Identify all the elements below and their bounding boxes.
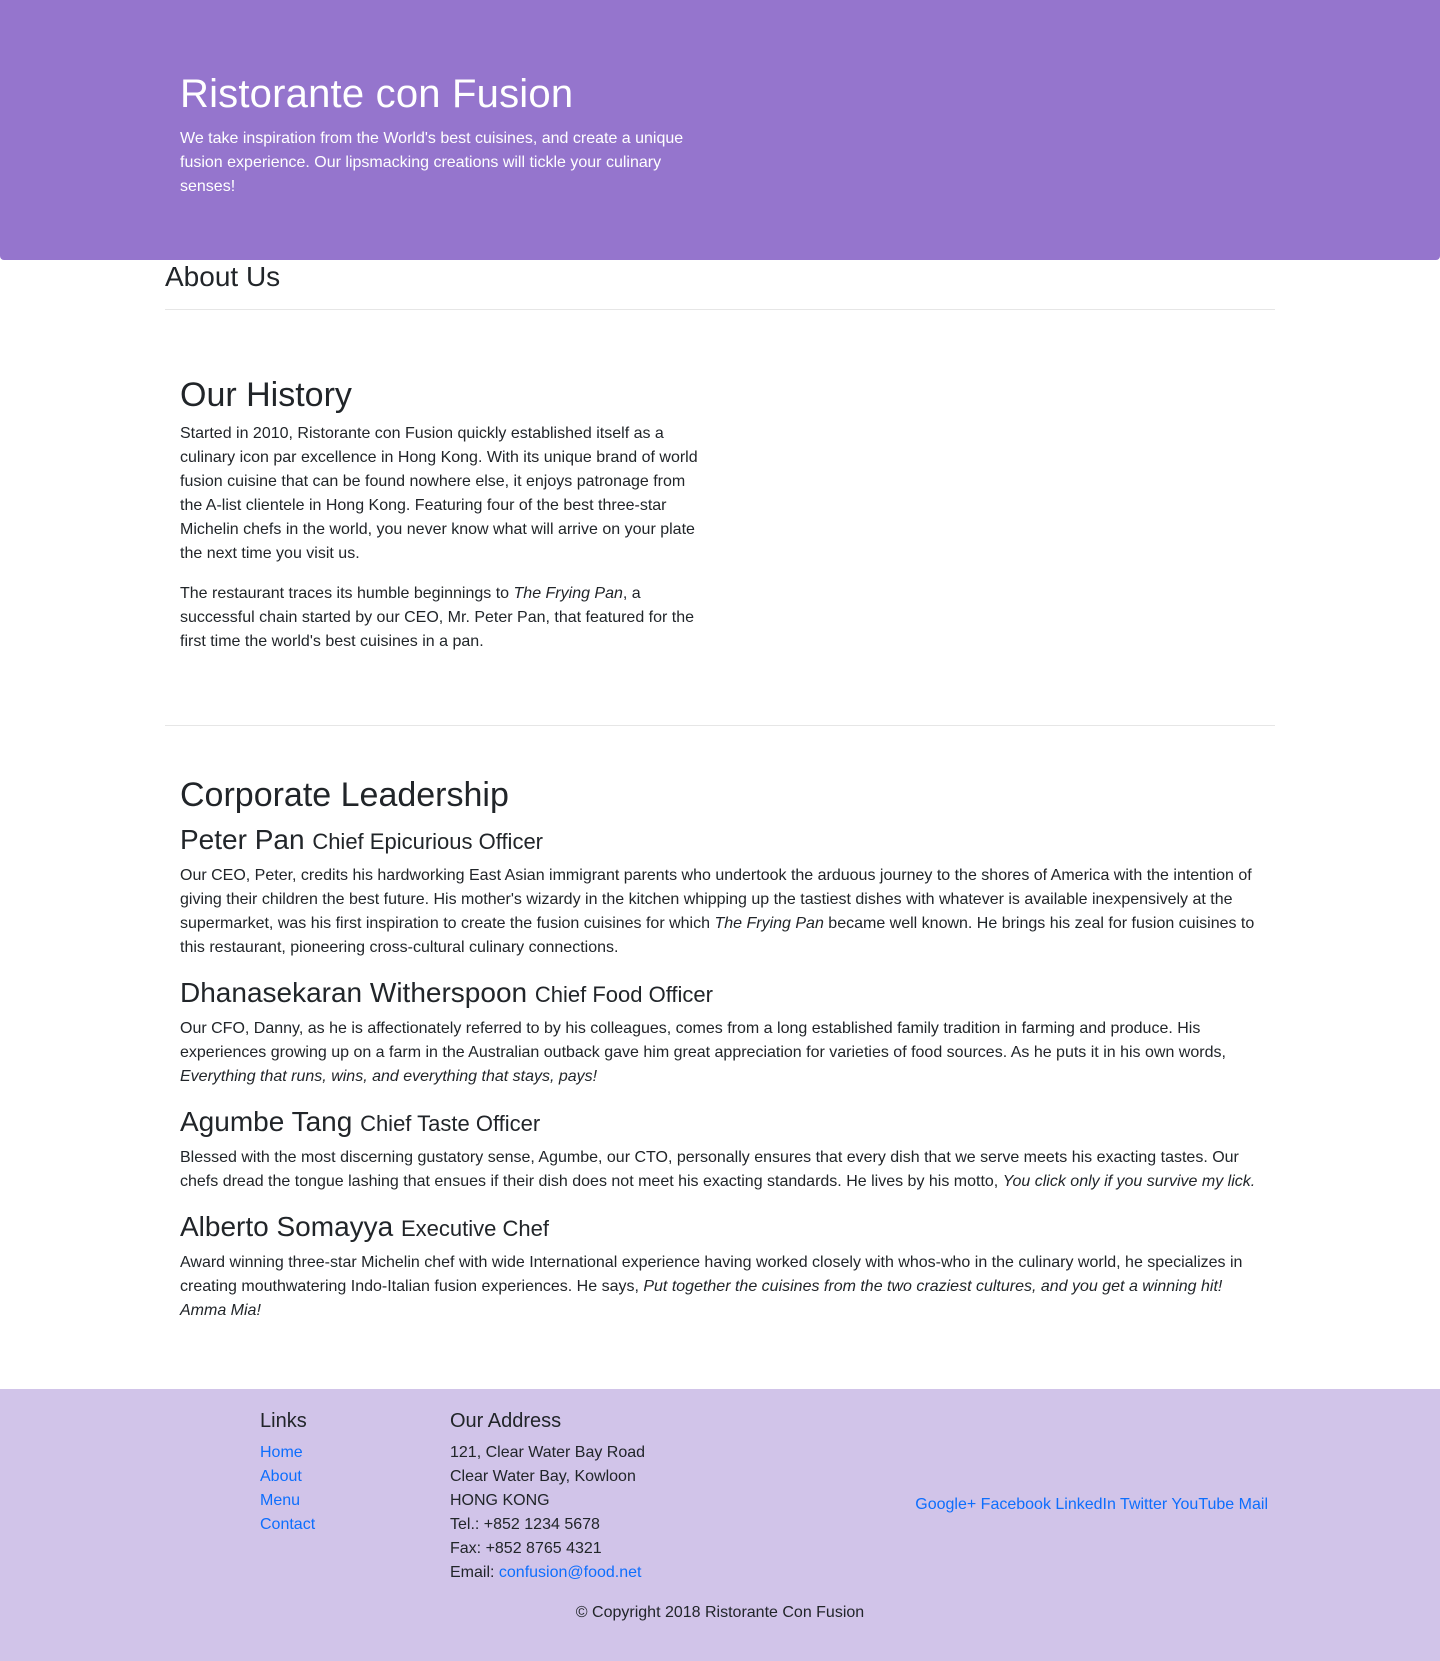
address-line: 121, Clear Water Bay Road (450, 1444, 646, 1461)
footer-links-list (260, 1441, 315, 1537)
leadership-title: Corporate Leadership (180, 776, 509, 814)
leader-description-emphasis: You click only if you survive my lick. (1002, 1173, 1256, 1190)
footer-link-item (260, 1441, 315, 1465)
footer-link-contact[interactable]: Contact (260, 1516, 316, 1533)
leader-description-start: Blessed with the most discerning gustatory sense, Agumbe, our CTO, personally ensures that every dish that we serve meets his exacting tastes. Our chefs dread the tongue lashing that ensues if their dish does not meet his exacting standards. He lives by his motto, (180, 1149, 1239, 1190)
leader-name-text: Dhanasekaran Witherspoon (180, 977, 528, 1008)
page-title: About Us (165, 261, 281, 292)
social-link-mail[interactable]: Mail (1238, 1496, 1268, 1513)
social-link-twitter[interactable]: Twitter (1120, 1496, 1168, 1513)
leader-description (180, 1017, 1260, 1089)
footer-link-item (260, 1489, 315, 1513)
divider (165, 725, 1275, 726)
social-link-linkedin[interactable]: LinkedIn (1055, 1496, 1116, 1513)
leader-name-text: Agumbe Tang (180, 1106, 353, 1137)
leader-description-start: Award winning three-star Michelin chef with wide International experience having worked closely with whos-who in the culinary world, he specializes in creating mouthwatering Indo-Italian fusion experiences. He says, (180, 1254, 1243, 1295)
jumbotron-header (0, 0, 1440, 260)
leader-name-alberto-somayya (180, 1210, 549, 1246)
leader-role: Executive Chef (401, 1216, 549, 1241)
leader-description-emphasis: Everything that runs, wins, and everything that stays, pays! (180, 1068, 598, 1085)
social-link-youtube[interactable]: YouTube (1171, 1496, 1235, 1513)
leader-description-emphasis: The Frying Pan (714, 915, 824, 932)
address-line: HONG KONG (450, 1492, 550, 1509)
history-paragraph-1: Started in 2010, Ristorante con Fusion quickly established itself as a culinary icon par excellence in Hong Kong. With its unique brand of world fusion cuisine that can be found nowhere else, it enjoys patronage from the A-list clientele in Hong Kong. Featuring four of the best three-star Michelin chefs in the world, you never know what will arrive on your plate the next time you visit us. (180, 425, 698, 562)
footer-link-item (260, 1513, 315, 1537)
social-link-google-plus[interactable]: Google+ (915, 1496, 977, 1513)
address-line: Clear Water Bay, Kowloon (450, 1468, 636, 1485)
leader-description-start: Our CFO, Danny, as he is affectionately referred to by his colleagues, comes from a long established family tradition in farming and produce. His experiences growing up on a farm in the Australian outback gave him great appreciation for varieties of food sources. As he puts it in his own words, (180, 1020, 1226, 1061)
leader-description (180, 864, 1260, 960)
history-paragraph-2-emphasis: The Frying Pan (513, 585, 623, 602)
history-paragraph-2 (180, 582, 708, 654)
address-fax: Fax: +852 8765 4321 (450, 1540, 602, 1557)
leader-description (180, 1251, 1260, 1323)
history-paragraph-2-end: , a successful chain started by our CEO, Mr. Peter Pan, that featured for the first time the world's best cuisines in a pan. (180, 585, 695, 650)
divider (165, 309, 1275, 310)
leader-description (180, 1146, 1260, 1194)
leader-name-text: Peter Pan (180, 824, 305, 855)
footer-link-about[interactable]: About (260, 1468, 302, 1485)
footer-address-heading: Our Address (450, 1410, 562, 1432)
history-paragraph-2-start: The restaurant traces its humble beginnings to (180, 585, 514, 602)
leader-role: Chief Food Officer (534, 982, 713, 1007)
leader-name-dhanasekaran-witherspoon (180, 976, 713, 1012)
footer-links-heading: Links (260, 1410, 307, 1432)
leader-name-text: Alberto Somayya (180, 1211, 394, 1242)
copyright: © Copyright 2018 Ristorante Con Fusion (575, 1604, 865, 1621)
history-title: Our History (180, 376, 352, 414)
footer-link-item (260, 1465, 315, 1489)
address-tel: Tel.: +852 1234 5678 (450, 1516, 600, 1533)
leader-description-emphasis: Put together the cuisines from the two craziest cultures, and you get a winning hit! Amma Mia! (180, 1278, 1223, 1319)
leader-role: Chief Epicurious Officer (312, 829, 544, 854)
footer-link-menu[interactable]: Menu (260, 1492, 301, 1509)
leader-description-start: Our CEO, Peter, credits his hardworking East Asian immigrant parents who undertook the arduous journey to the shores of America with the intention of giving their children the best future. His mother's wizardy in the kitchen whipping up the tastiest dishes with whatever is available inexpensively at the supermarket, was his first inspiration to create the fusion cuisines for which (180, 867, 1252, 932)
address-email-label: Email: (450, 1564, 499, 1581)
footer-address (450, 1441, 645, 1585)
leader-description-end: became well known. He brings his zeal for fusion cuisines to this restaurant, pioneering cross-cultural culinary connections. (180, 915, 1255, 956)
site-tagline: We take inspiration from the World's best cuisines, and create a unique fusion experience. Our lipsmacking creations will tickle your culinary senses! (180, 130, 684, 195)
leader-name-agumbe-tang (180, 1105, 540, 1141)
leader-name-peter-pan (180, 823, 543, 859)
footer-link-home[interactable]: Home (260, 1444, 303, 1461)
site-title: Ristorante con Fusion (180, 72, 574, 116)
leader-role: Chief Taste Officer (360, 1111, 541, 1136)
address-email-link[interactable]: confusion@food.net (498, 1564, 642, 1581)
social-link-facebook[interactable]: Facebook (980, 1496, 1051, 1513)
social-links (915, 1493, 1268, 1517)
